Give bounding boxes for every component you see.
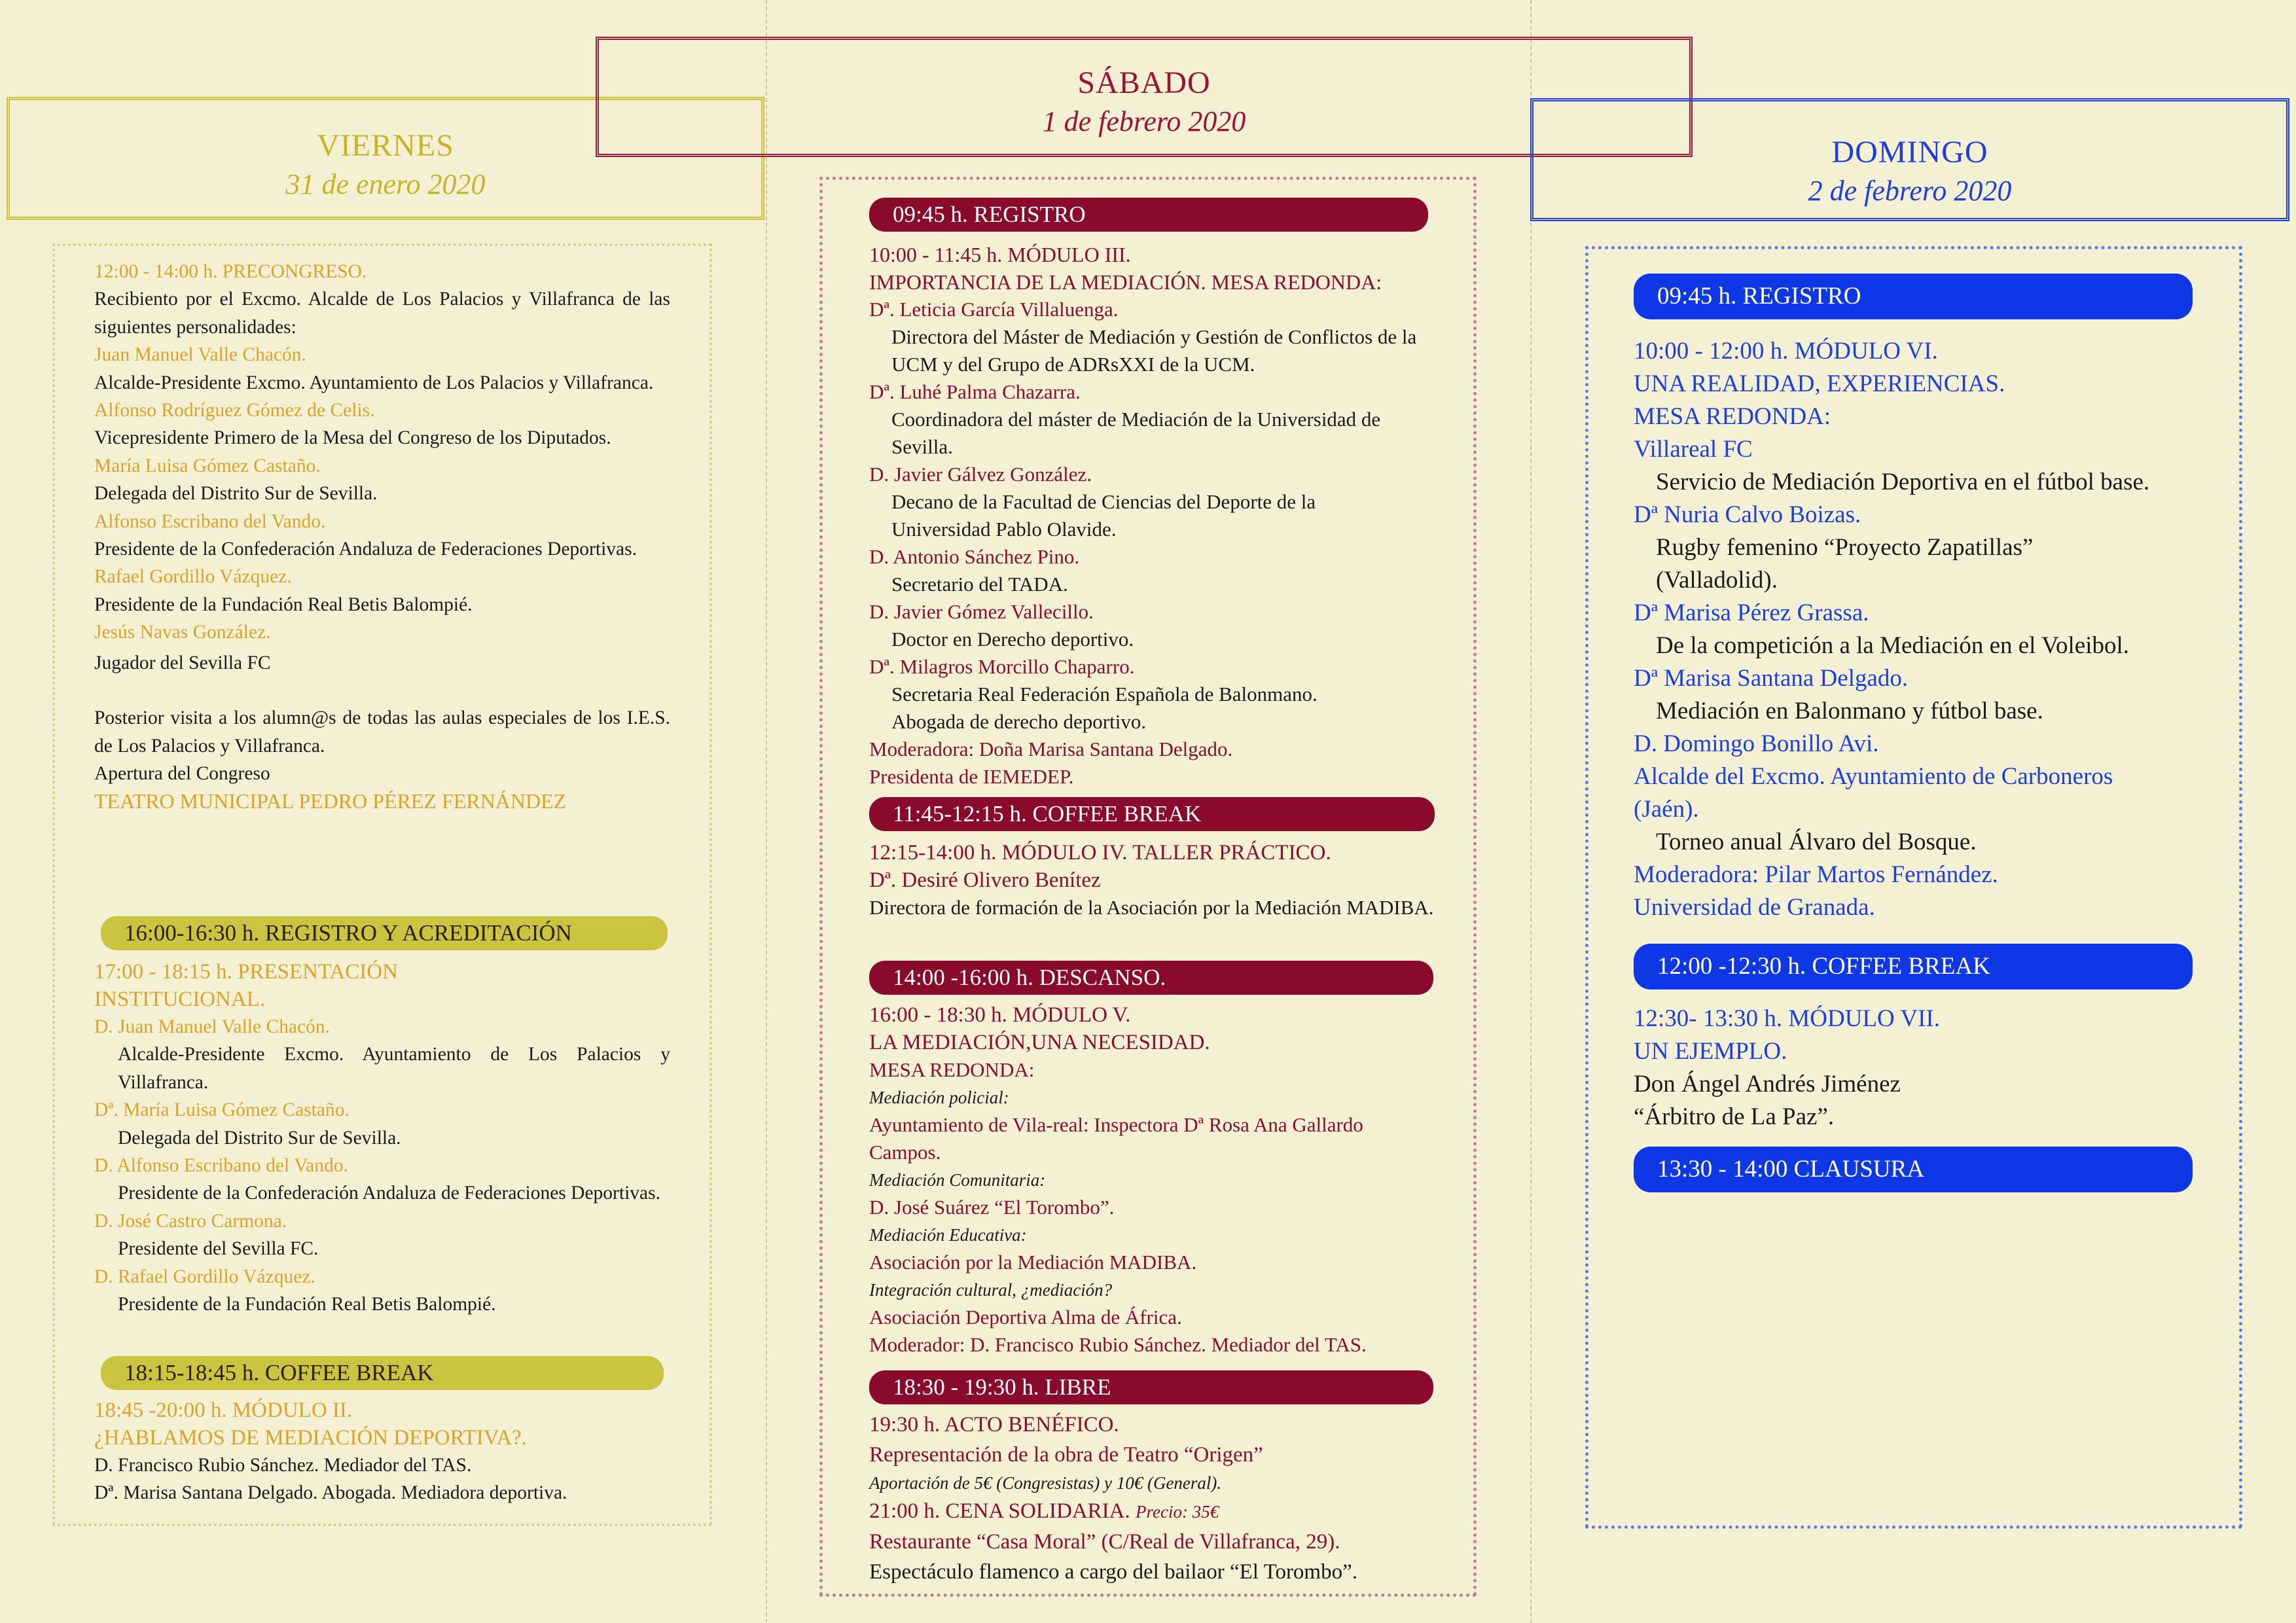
person-name: Jesús Navas González. <box>94 622 271 643</box>
session-title: 18:45 -20:00 h. MÓDULO II. <box>94 1399 353 1422</box>
person-role: Directora de formación de la Asociación por la Mediación MADIBA. <box>869 896 1434 919</box>
module-iii-block <box>869 241 1435 791</box>
paragraph: D. Francisco Rubio Sánchez. Mediador del TAS. <box>94 1455 472 1476</box>
coffee-break-pill: 12:00 -12:30 h. COFFEE BREAK <box>1634 944 2193 990</box>
person-name: Alfonso Escribano del Vando. <box>94 510 326 532</box>
session-subtitle: MESA REDONDA: <box>869 1058 1035 1081</box>
domingo-header <box>1530 98 2289 221</box>
session-title: UN EJEMPLO. <box>1634 1038 1787 1065</box>
coffee-break-pill: 11:45-12:15 h. COFFEE BREAK <box>869 797 1435 831</box>
person-role: Presidente del Sevilla FC. <box>118 1238 319 1260</box>
presentation-block <box>94 958 670 1318</box>
day-title: DOMINGO <box>1831 135 1988 169</box>
moderator: Moderadora: Pilar Martos Fernández. <box>1634 861 1998 888</box>
paragraph: Dª. Marisa Santana Delgado. Abogada. Mediadora deportiva. <box>94 1482 567 1504</box>
registration-pill: 09:45 h. REGISTRO <box>1634 274 2193 319</box>
module-vi-block <box>1634 335 2223 924</box>
speaker-name: D. Domingo Bonillo Avi. <box>1634 730 1879 757</box>
price-note: Aportación de 5€ (Congresistas) y 10€ (General). <box>869 1473 1222 1493</box>
closing-pill: 13:30 - 14:00 CLAUSURA <box>1634 1147 2193 1192</box>
speaker-topic: (Valladolid). <box>1656 567 1778 594</box>
person-name: D. Juan Manuel Valle Chacón. <box>94 1016 330 1037</box>
moderator: Moderador: D. Francisco Rubio Sánchez. Mediador del TAS. <box>869 1333 1367 1356</box>
person-role: Delegada del Distrito Sur de Sevilla. <box>94 483 378 505</box>
day-title: SÁBADO <box>1077 65 1211 100</box>
speaker-name: Dª Marisa Santana Delgado. <box>1634 665 1909 692</box>
category: Mediación Comunitaria: <box>869 1170 1046 1190</box>
moderator: Presidenta de IEMEDEP. <box>869 765 1074 788</box>
person-name: Juan Manuel Valle Chacón. <box>94 344 306 366</box>
person-name: Rafael Gordillo Vázquez. <box>94 566 292 588</box>
module-vii-block <box>1634 1003 2223 1133</box>
dinner-title: 21:00 h. CENA SOLIDARIA. <box>869 1499 1130 1523</box>
person-name: D. Alfonso Escribano del Vando. <box>94 1155 348 1177</box>
rest-pill: 14:00 -16:00 h. DESCANSO. <box>869 961 1433 995</box>
session-title: INSTITUCIONAL. <box>94 988 266 1011</box>
paragraph: Representación de la obra de Teatro “Origen” <box>869 1443 1263 1467</box>
person-name: Dª. Luhé Palma Chazarra. <box>869 380 1081 403</box>
fold-line-1 <box>766 0 767 1623</box>
session-title: 17:00 - 18:15 h. PRESENTACIÓN <box>94 960 398 984</box>
module-iv-block <box>869 839 1435 921</box>
category: Integración cultural, ¿mediación? <box>869 1280 1113 1300</box>
session-title: 12:00 - 14:00 h. PRECONGRESO. <box>94 261 367 282</box>
session-title: 19:30 h. ACTO BENÉFICO. <box>869 1413 1119 1436</box>
person-name: D. Javier Gálvez González. <box>869 463 1092 486</box>
session-title: 10:00 - 11:45 h. MÓDULO III. <box>869 243 1131 266</box>
day-title: VIERNES <box>317 128 454 163</box>
speaker-name: Don Ángel Andrés Jiménez <box>1634 1071 1901 1097</box>
session-title: 12:15-14:00 h. MÓDULO IV. TALLER PRÁCTICO. <box>869 841 1331 865</box>
moderator: Moderadora: Doña Marisa Santana Delgado. <box>869 738 1233 760</box>
person-role: Presidente de la Fundación Real Betis Balompié. <box>94 594 473 615</box>
speaker-name: Dª Marisa Pérez Grassa. <box>1634 599 1869 626</box>
venue-title: TEATRO MUNICIPAL PEDRO PÉREZ FERNÁNDEZ <box>94 789 567 813</box>
speaker-role: Alcalde del Excmo. Ayuntamiento de Carboneros <box>1634 763 2113 790</box>
person-role: Secretaria Real Federación Española de Balonmano. Abogada de derecho deportivo. <box>891 683 1318 733</box>
paragraph: Restaurante “Casa Moral” (C/Real de Villafranca, 29). <box>869 1530 1340 1554</box>
registration-pill: 09:45 h. REGISTRO <box>869 198 1428 232</box>
person-role: Secretario del TADA. <box>891 573 1068 596</box>
person-name: Dª. Desiré Olivero Benítez <box>869 868 1101 892</box>
speaker-topic: Mediación en Balonmano y fútbol base. <box>1656 698 2043 724</box>
speaker-name: Dª Nuria Calvo Boizas. <box>1634 501 1861 528</box>
session-title: IMPORTANCIA DE LA MEDIACIÓN. MESA REDONDA: <box>869 270 1382 294</box>
person-name: D. José Castro Carmona. <box>94 1210 287 1232</box>
speaker-role: (Jaén). <box>1634 796 1699 823</box>
speaker-role: “Árbitro de La Paz”. <box>1634 1103 1835 1130</box>
coffee-break-pill: 18:15-18:45 h. COFFEE BREAK <box>101 1356 664 1390</box>
session-title: ¿HABLAMOS DE MEDIACIÓN DEPORTIVA?. <box>94 1426 528 1450</box>
person-name: Dª. Milagros Morcillo Chaparro. <box>869 655 1135 678</box>
person-role: Directora del Máster de Mediación y Gestión de Conflictos de la UCM y del Grupo de ADRsXXI de la UCM. <box>891 325 1417 376</box>
person-name: Alfonso Rodríguez Gómez de Celis. <box>94 400 375 421</box>
dinner-line <box>869 1496 1445 1527</box>
speaker-topic: Servicio de Mediación Deportiva en el fútbol base. <box>1656 469 2150 495</box>
session-subtitle: MESA REDONDA: <box>1634 403 1831 430</box>
person-role: Delegada del Distrito Sur de Sevilla. <box>118 1127 401 1149</box>
person-name: D. Rafael Gordillo Vázquez. <box>94 1266 315 1287</box>
dinner-price: Precio: 35€ <box>1136 1502 1219 1522</box>
person-role: Doctor en Derecho deportivo. <box>891 628 1134 651</box>
person-role: Presidente de la Fundación Real Betis Balompié. <box>118 1294 496 1315</box>
person-name: Dª. María Luisa Gómez Castaño. <box>94 1099 350 1121</box>
module-ii-block <box>94 1397 670 1507</box>
speaker-topic: Rugby femenino “Proyecto Zapatillas” <box>1656 534 2034 561</box>
speaker-topic: De la competición a la Mediación en el Voleibol. <box>1656 632 2129 659</box>
person-role: Decano de la Facultad de Ciencias del Deporte de la Universidad Pablo Olavide. <box>891 490 1316 541</box>
person-name: María Luisa Gómez Castaño. <box>94 455 321 476</box>
paragraph: Espectáculo flamenco a cargo del bailaor “El Torombo”. <box>869 1560 1357 1584</box>
person-name: D. Antonio Sánchez Pino. <box>869 545 1080 568</box>
person-role: Coordinadora del máster de Mediación de la Universidad de Sevilla. <box>891 408 1381 458</box>
speaker-topic: Torneo anual Álvaro del Bosque. <box>1656 829 1977 855</box>
moderator: Universidad de Granada. <box>1634 894 1875 921</box>
person-role: Jugador del Sevilla FC <box>94 652 271 673</box>
person-name: D. Javier Gómez Vallecillo. <box>869 600 1094 623</box>
person-role: Alcalde-Presidente Excmo. Ayuntamiento de Los Palacios y Villafranca. <box>94 372 654 393</box>
viernes-content <box>94 255 670 815</box>
sabado-header <box>596 37 1693 157</box>
session-title: 16:00 - 18:30 h. MÓDULO V. <box>869 1003 1131 1027</box>
registration-pill: 16:00-16:30 h. REGISTRO Y ACREDITACIÓN <box>101 916 668 950</box>
speaker-name: Villareal FC <box>1634 436 1753 463</box>
session-title: UNA REALIDAD, EXPERIENCIAS. <box>1634 370 2005 397</box>
paragraph: Posterior visita a los alumn@s de todas las aulas especiales de los I.E.S. de Los Palacios y Villafranca. <box>94 707 670 757</box>
category: Mediación Educativa: <box>869 1225 1027 1245</box>
paragraph: Apertura del Congreso <box>94 762 270 784</box>
speaker: Asociación Deportiva Alma de África. <box>869 1306 1182 1329</box>
session-title: 10:00 - 12:00 h. MÓDULO VI. <box>1634 338 1938 365</box>
person-name: Dª. Leticia García Villaluenga. <box>869 298 1119 321</box>
person-role: Vicepresidente Primero de la Mesa del Congreso de los Diputados. <box>94 427 611 449</box>
session-title: 12:30- 13:30 h. MÓDULO VII. <box>1634 1005 1940 1032</box>
person-role: Presidente de la Confederación Andaluza de Federaciones Deportivas. <box>94 539 637 560</box>
benefit-act-block <box>869 1410 1445 1587</box>
person-role: Presidente de la Confederación Andaluza de Federaciones Deportivas. <box>118 1183 660 1204</box>
speaker: Ayuntamiento de Vila-real: Inspectora Dª Rosa Ana Gallardo Campos. <box>869 1113 1363 1164</box>
day-date: 31 de enero 2020 <box>285 168 486 200</box>
fold-line-2 <box>1530 0 1532 1623</box>
category: Mediación policial: <box>869 1088 1009 1107</box>
paragraph: Recibiento por el Excmo. Alcalde de Los Palacios y Villafranca de las siguientes personalidades: <box>94 289 670 338</box>
speaker: D. José Suárez “El Torombo”. <box>869 1196 1115 1219</box>
speaker: Asociación por la Mediación MADIBA. <box>869 1251 1197 1274</box>
person-role: Alcalde-Presidente Excmo. Ayuntamiento de Los Palacios y Villafranca. <box>118 1044 670 1093</box>
module-v-block <box>869 1001 1435 1359</box>
day-date: 1 de febrero 2020 <box>1042 105 1246 137</box>
free-time-pill: 18:30 - 19:30 h. LIBRE <box>869 1370 1433 1404</box>
session-title: LA MEDIACIÓN,UNA NECESIDAD. <box>869 1031 1210 1054</box>
day-date: 2 de febrero 2020 <box>1808 175 2012 207</box>
